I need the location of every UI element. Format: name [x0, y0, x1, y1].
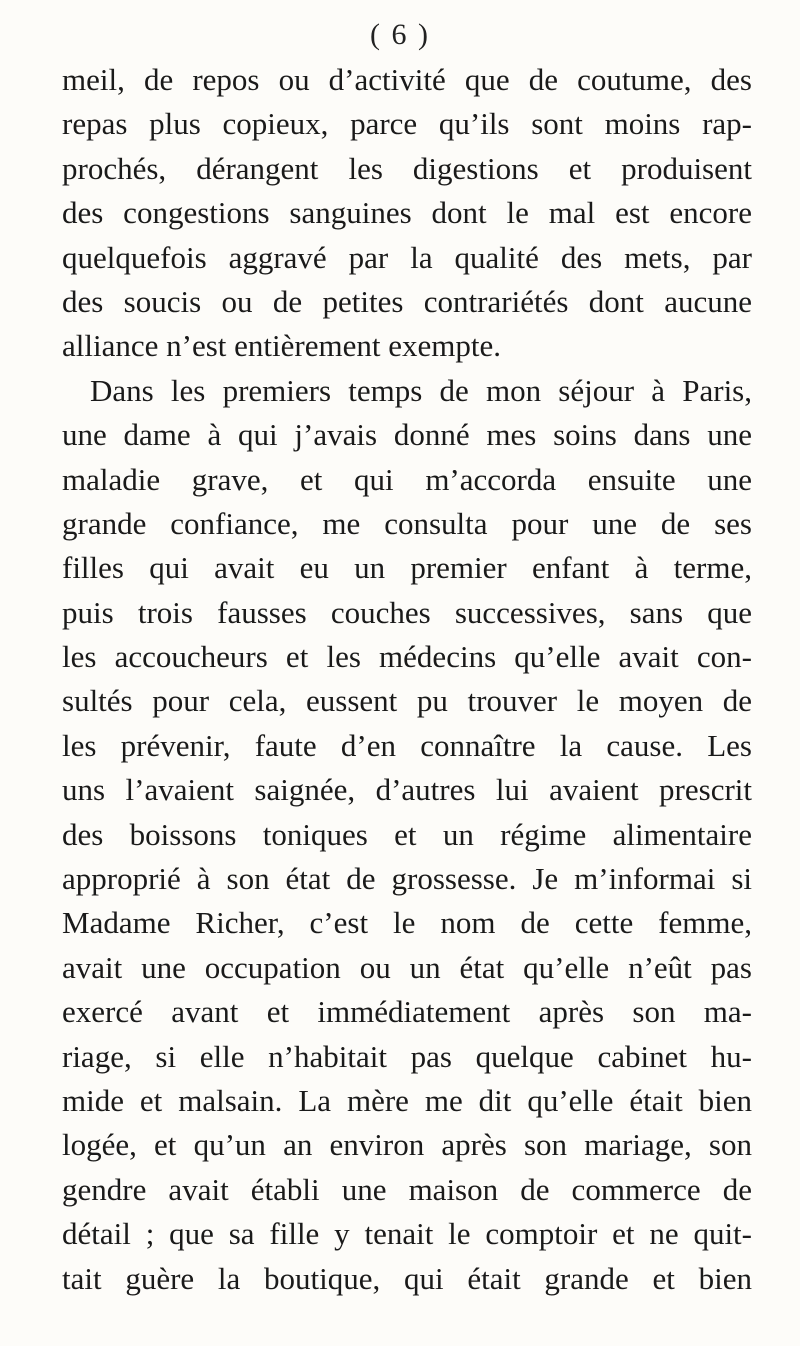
text-line: des congestions sanguines dont le mal est encore — [62, 195, 752, 231]
text-line: quelquefois aggravé par la qualité des mets, par — [62, 239, 752, 275]
text-line: puis trois fausses couches successives, sans que — [62, 594, 752, 630]
text-line: exercé avant et immédiatement après son ma- — [62, 994, 752, 1030]
text-line: une dame à qui j’avais donné mes soins dans une — [62, 417, 752, 453]
text-line: gendre avait établi une maison de commerce de — [62, 1171, 752, 1207]
text-line: les accoucheurs et les médecins qu’elle avait con- — [62, 639, 752, 675]
text-line: mide et malsain. La mère me dit qu’elle était bien — [62, 1082, 752, 1118]
text-line: des soucis ou de petites contrariétés dont aucune — [62, 283, 752, 319]
text-line: repas plus copieux, parce qu’ils sont moins rap- — [62, 106, 752, 142]
text-line: les prévenir, faute d’en connaître la cause. Les — [62, 727, 752, 763]
text-line: Dans les premiers temps de mon séjour à Paris, — [90, 372, 752, 408]
text-line: maladie grave, et qui m’accorda ensuite une — [62, 461, 752, 497]
text-line: Madame Richer, c’est le nom de cette femme, — [62, 905, 752, 941]
text-line: des boissons toniques et un régime alimentaire — [62, 816, 752, 852]
page-number: ( 6 ) — [370, 18, 430, 51]
text-line: sultés pour cela, eussent pu trouver le moyen de — [62, 683, 752, 719]
text-line: riage, si elle n’habitait pas quelque cabinet hu- — [62, 1038, 752, 1074]
text-line: avait une occupation ou un état qu’elle n’eût pas — [62, 949, 752, 985]
text-line: filles qui avait eu un premier enfant à terme, — [62, 550, 752, 586]
text-line: meil, de repos ou d’activité que de coutume, des — [62, 62, 752, 97]
text-line: tait guère la boutique, qui était grande et bien — [62, 1260, 752, 1296]
text-line: approprié à son état de grossesse. Je m’informai si — [62, 861, 752, 897]
text-line: prochés, dérangent les digestions et produisent — [62, 150, 752, 186]
text-line: grande confiance, me consulta pour une de ses — [62, 505, 752, 541]
text-line: logée, et qu’un an environ après son mariage, son — [62, 1127, 752, 1163]
text-line: alliance n’est entièrement exempte. — [62, 328, 501, 364]
body-text — [62, 58, 752, 1301]
text-line: détail ; que sa fille y tenait le comptoir et ne quit- — [62, 1216, 752, 1252]
text-line: uns l’avaient saignée, d’autres lui avaient prescrit — [62, 772, 752, 808]
